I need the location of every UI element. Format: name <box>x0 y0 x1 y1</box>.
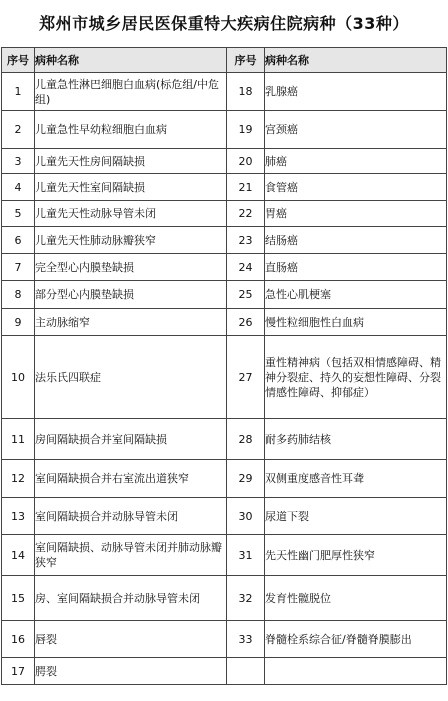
row-name-right: 乳腺癌 <box>265 73 447 111</box>
row-name-right: 耐多药肺结核 <box>265 419 447 460</box>
row-name-right: 先天性幽门肥厚性狭窄 <box>265 535 447 576</box>
row-name-right: 结肠癌 <box>265 227 447 254</box>
header-name-left: 病种名称 <box>35 48 227 73</box>
row-name-left: 儿童先天性肺动脉瓣狭窄 <box>35 227 227 254</box>
table-row <box>2 309 447 336</box>
row-no-right: 33 <box>227 621 265 658</box>
row-name-left: 唇裂 <box>35 621 227 658</box>
row-no-right: 31 <box>227 535 265 576</box>
row-name-left: 室间隔缺损合并动脉导管未闭 <box>35 498 227 535</box>
row-no-right: 32 <box>227 576 265 621</box>
table-row <box>2 254 447 281</box>
row-no-right: 24 <box>227 254 265 281</box>
row-name-left: 儿童急性早幼粒细胞白血病 <box>35 111 227 149</box>
table-row <box>2 576 447 621</box>
row-no-left: 1 <box>2 73 35 111</box>
row-name-left: 室间隔缺损合并右室流出道狭窄 <box>35 460 227 498</box>
row-name-left: 部分型心内膜垫缺损 <box>35 281 227 309</box>
row-name-left: 儿童先天性房间隔缺损 <box>35 149 227 174</box>
row-no-right: 27 <box>227 336 265 419</box>
row-name-right: 宫颈癌 <box>265 111 447 149</box>
row-name-left: 儿童先天性室间隔缺损 <box>35 174 227 201</box>
table-row <box>2 227 447 254</box>
header-name-right: 病种名称 <box>265 48 447 73</box>
row-name-right: 急性心肌梗塞 <box>265 281 447 309</box>
table-row <box>2 73 447 111</box>
table-row <box>2 658 447 685</box>
row-no-left: 7 <box>2 254 35 281</box>
table-header-row <box>2 48 447 73</box>
row-no-right: 30 <box>227 498 265 535</box>
row-no-right: 22 <box>227 201 265 227</box>
row-no-right: 28 <box>227 419 265 460</box>
row-name-left: 法乐氏四联症 <box>35 336 227 419</box>
page-title: 郑州市城乡居民医保重特大疾病住院病种（33种） <box>39 13 409 33</box>
row-name-right: 发育性髋脱位 <box>265 576 447 621</box>
row-no-right: 18 <box>227 73 265 111</box>
row-no-left: 3 <box>2 149 35 174</box>
disease-table <box>1 47 447 685</box>
table-row <box>2 621 447 658</box>
row-name-right: 慢性粒细胞性白血病 <box>265 309 447 336</box>
table-row <box>2 149 447 174</box>
row-name-right: 尿道下裂 <box>265 498 447 535</box>
row-no-right: 19 <box>227 111 265 149</box>
header-no-right: 序号 <box>227 48 265 73</box>
row-no-left: 6 <box>2 227 35 254</box>
row-name-left: 儿童急性淋巴细胞白血病(标危组/中危组) <box>35 73 227 111</box>
row-no-right: 20 <box>227 149 265 174</box>
row-name-left: 室间隔缺损、动脉导管未闭并肺动脉瓣狭窄 <box>35 535 227 576</box>
row-name-right: 重性精神病（包括双相情感障碍、精神分裂症、持久的妄想性障碍、分裂情感性障碍、抑郁症） <box>265 336 447 419</box>
row-name-right <box>265 658 447 685</box>
row-name-right: 肺癌 <box>265 149 447 174</box>
table-row <box>2 174 447 201</box>
row-name-right: 双侧重度感音性耳聋 <box>265 460 447 498</box>
row-no-left: 4 <box>2 174 35 201</box>
row-name-right: 脊髓栓系综合征/脊髓脊膜膨出 <box>265 621 447 658</box>
row-no-right: 26 <box>227 309 265 336</box>
table-row <box>2 460 447 498</box>
row-no-left: 17 <box>2 658 35 685</box>
row-no-left: 16 <box>2 621 35 658</box>
row-no-right <box>227 658 265 685</box>
header-no-left: 序号 <box>2 48 35 73</box>
row-no-left: 11 <box>2 419 35 460</box>
row-no-left: 5 <box>2 201 35 227</box>
table-row <box>2 498 447 535</box>
row-name-left: 房、室间隔缺损合并动脉导管未闭 <box>35 576 227 621</box>
table-row <box>2 201 447 227</box>
row-no-left: 2 <box>2 111 35 149</box>
row-no-left: 8 <box>2 281 35 309</box>
row-no-right: 21 <box>227 174 265 201</box>
row-name-left: 主动脉缩窄 <box>35 309 227 336</box>
row-name-right: 食管癌 <box>265 174 447 201</box>
row-no-right: 23 <box>227 227 265 254</box>
row-name-left: 腭裂 <box>35 658 227 685</box>
table-row <box>2 535 447 576</box>
row-no-left: 9 <box>2 309 35 336</box>
table-row <box>2 336 447 419</box>
row-name-left: 儿童先天性动脉导管未闭 <box>35 201 227 227</box>
row-no-right: 25 <box>227 281 265 309</box>
row-no-left: 12 <box>2 460 35 498</box>
row-no-left: 14 <box>2 535 35 576</box>
table-row <box>2 281 447 309</box>
row-no-left: 10 <box>2 336 35 419</box>
table-row <box>2 111 447 149</box>
row-name-right: 胃癌 <box>265 201 447 227</box>
row-no-right: 29 <box>227 460 265 498</box>
row-name-left: 完全型心内膜垫缺损 <box>35 254 227 281</box>
row-name-right: 直肠癌 <box>265 254 447 281</box>
row-no-left: 15 <box>2 576 35 621</box>
row-name-left: 房间隔缺损合并室间隔缺损 <box>35 419 227 460</box>
table-row <box>2 419 447 460</box>
row-no-left: 13 <box>2 498 35 535</box>
